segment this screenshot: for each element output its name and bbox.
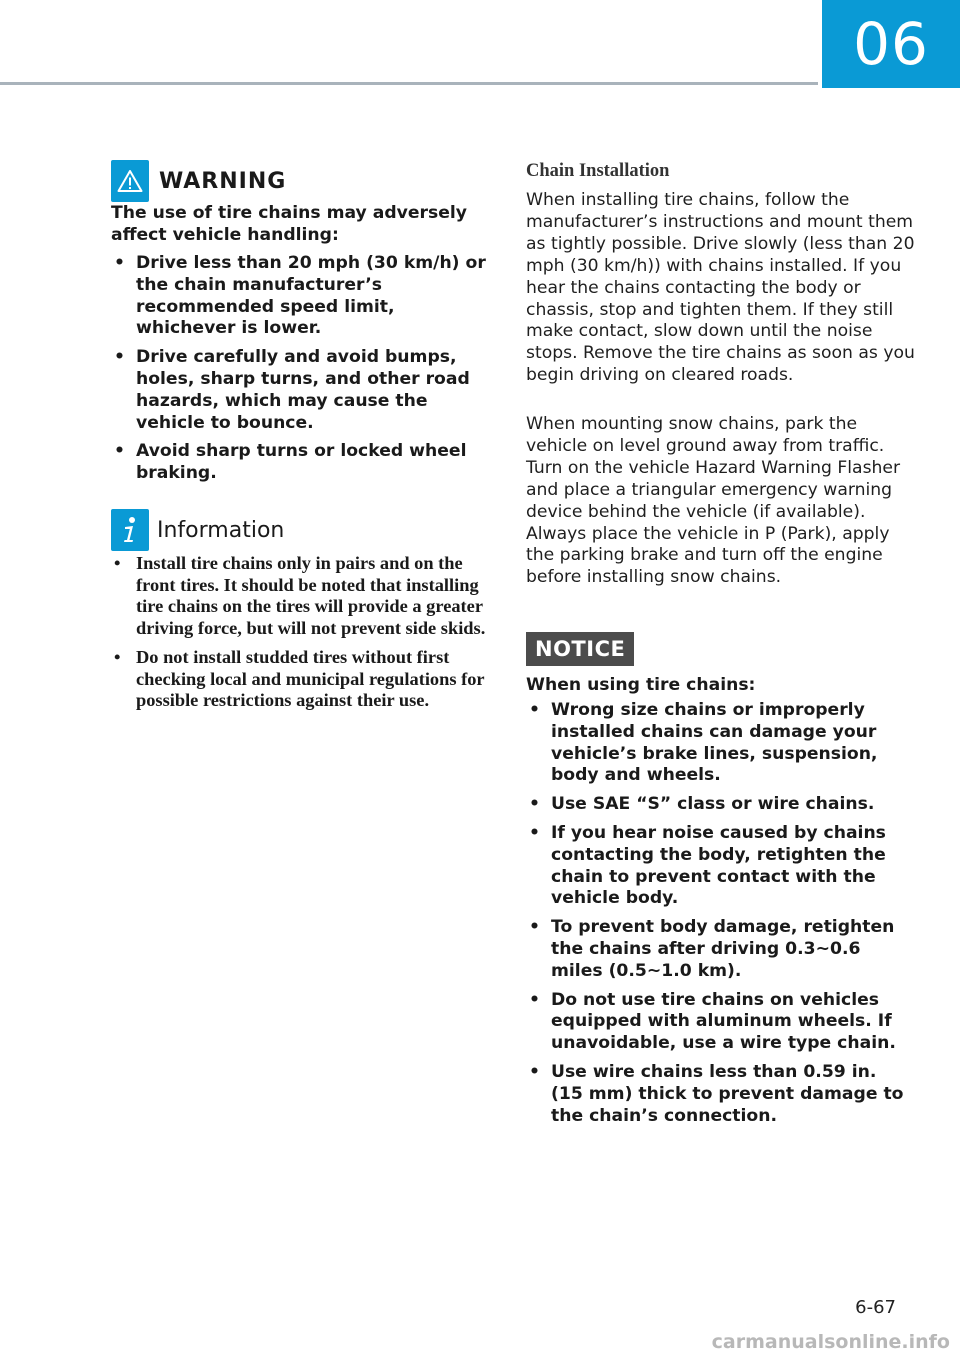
list-item-text: Avoid sharp turns or locked wheel braking.: [136, 441, 467, 484]
list-item-text: Wrong size chains or improperly installed chains can damage your vehicle’s brake lines, suspension, body and wheels.: [551, 700, 878, 786]
bullet: •: [114, 253, 125, 273]
list-item-text: Drive carefully and avoid bumps, holes, sharp turns, and other road hazards, which may cause the vehicle to bounce.: [136, 347, 470, 433]
bullet: •: [529, 989, 540, 1010]
paragraph: When mounting snow chains, park the vehicle on level ground away from traffic. Turn on the vehicle Hazard Warning Flasher and place a triangular emergency warning device behind the vehicle (if available). Always place the vehicle in P (Park), apply the parking brake and turn off the engine before installing snow chains.: [526, 414, 901, 588]
list-item-text: Use SAE “S” class or wire chains.: [551, 794, 875, 815]
bullet: •: [529, 917, 540, 938]
section-title: Chain Installation: [526, 161, 670, 181]
bullet: •: [529, 1061, 540, 1082]
list-item: [526, 700, 908, 787]
bullet: •: [114, 347, 125, 368]
chapter-number: 06: [822, 0, 960, 88]
list-item: [526, 1062, 908, 1127]
bullet: •: [114, 646, 121, 667]
page-number: 6-67: [855, 1297, 896, 1318]
list-item-text: Install tire chains only in pairs and on the front tires. It should be noted that installing tire chains on the tires will provide a greater driving force, but will not prevent side skids.: [136, 553, 486, 639]
watermark-link[interactable]: carmanualsonline.info: [711, 1331, 950, 1353]
list-item-text: Do not use tire chains on vehicles equipped with aluminum wheels. If unavoidable, use a wire type chain.: [551, 989, 896, 1054]
list-item: [111, 647, 489, 712]
info-i-icon: [111, 509, 149, 551]
list-item: [526, 823, 908, 910]
bullet: •: [529, 794, 540, 815]
list-item-text: Do not install studded tires without first checking local and municipal regulations for possible restrictions against their use.: [136, 646, 485, 711]
bullet: •: [529, 700, 540, 720]
warning-header: [111, 160, 286, 202]
paragraph: When installing tire chains, follow the manufacturer’s instructions and mount them as tightly possible. Drive slowly (less than 20 mph (30 km/h)) with chains installed. If you hear the chains contacting the body or chassis, stop and tighten them. If they still make contact, slow down until the noise stops. Remove the tire chains as soon as you begin driving on cleared roads.: [526, 190, 915, 386]
list-item: [526, 794, 908, 816]
warning-list: [111, 253, 489, 492]
warning-triangle-icon: [111, 160, 149, 202]
list-item: [111, 253, 489, 340]
notice-intro: When using tire chains:: [526, 675, 756, 695]
bullet: •: [529, 822, 540, 843]
list-item: [111, 553, 489, 640]
list-item-text: Use wire chains less than 0.59 in. (15 mm) thick to prevent damage to the chain’s connection.: [551, 1061, 904, 1126]
information-title: Information: [157, 517, 285, 543]
list-item-text: Drive less than 20 mph (30 km/h) or the chain manufacturer’s recommended speed limit, whichever is lower.: [136, 253, 486, 339]
list-item-text: To prevent body damage, retighten the chains after driving 0.3~0.6 miles (0.5~1.0 km).: [551, 917, 895, 981]
list-item: [111, 347, 489, 434]
warning-title: WARNING: [159, 168, 287, 194]
list-item: [526, 990, 908, 1055]
bullet: •: [114, 441, 125, 462]
bullet: •: [114, 553, 121, 573]
notice-badge: NOTICE: [526, 632, 634, 666]
list-item: [526, 917, 908, 982]
header-rule: [0, 82, 818, 85]
information-list: [111, 553, 489, 719]
information-header: [111, 509, 284, 551]
notice-list: [526, 700, 908, 1134]
list-item-text: If you hear noise caused by chains contacting the body, retighten the chain to prevent contact with the vehicle body.: [551, 822, 886, 909]
list-item: [111, 441, 489, 485]
warning-intro: The use of tire chains may adversely affect vehicle handling:: [111, 203, 467, 245]
